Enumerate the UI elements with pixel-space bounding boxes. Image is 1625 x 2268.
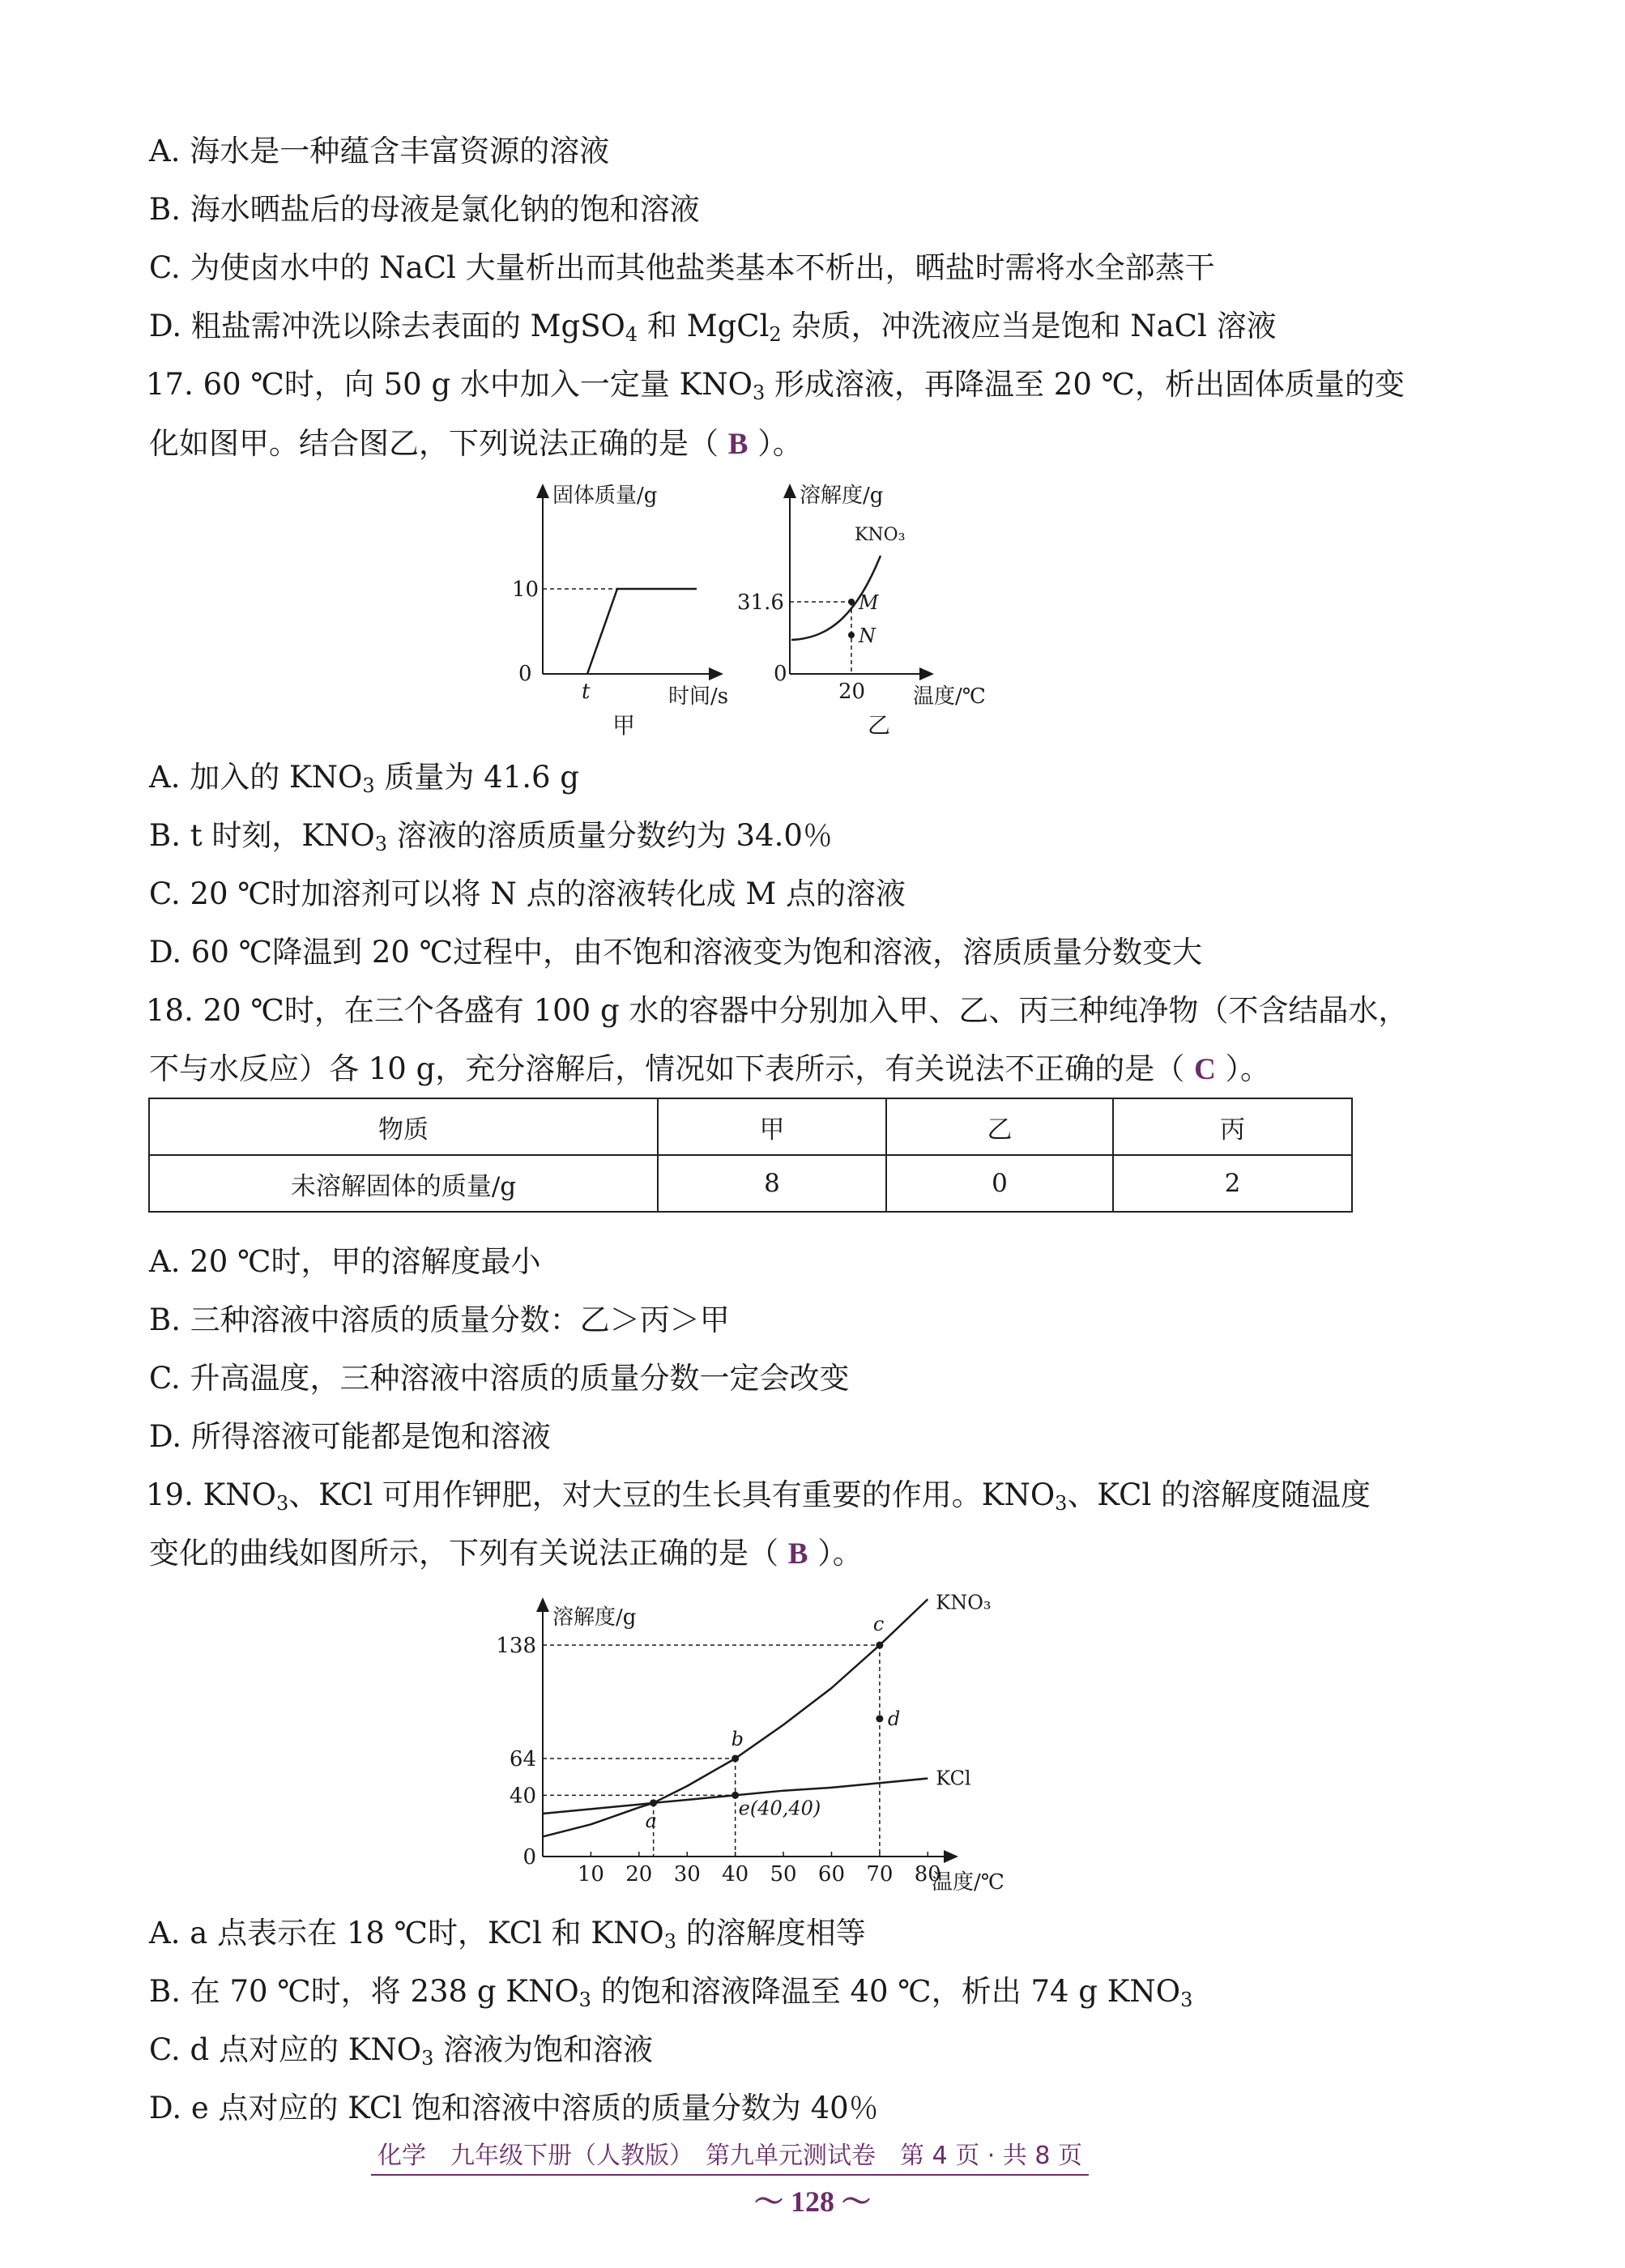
yi-point-m-label: M [859, 591, 879, 614]
sol-y-label: 溶解度/g [552, 1605, 637, 1630]
jia-x-tick-t: t [582, 680, 591, 704]
table-header-cell: 物质 [149, 1098, 658, 1155]
sol-x-tick-label: 30 [673, 1862, 701, 1886]
sol-point-label-d: d [887, 1707, 901, 1730]
yi-series-label: KNO₃ [855, 525, 906, 545]
table-cell: 8 [658, 1155, 886, 1212]
q19-stem-line2: 变化的曲线如图所示，下列有关说法正确的是（ B ）。 [149, 1536, 863, 1571]
sol-x-tick-label: 80 [914, 1862, 941, 1886]
page-footer: 化学 九年级下册（人教版） 第九单元测试卷 第 4 页 · 共 8 页 [371, 2135, 1089, 2176]
table-cell: 未溶解固体的质量/g [149, 1155, 658, 1212]
yi-x-tick-20: 20 [838, 680, 866, 704]
jia-title: 甲 [612, 712, 636, 739]
table-header-cell: 甲 [658, 1098, 886, 1155]
sol-point-c [876, 1642, 883, 1649]
q17-option-c: C. 20 ℃时加溶剂可以将 N 点的溶液转化成 M 点的溶液 [149, 876, 906, 911]
sol-x-tick-label: 50 [770, 1862, 797, 1886]
q19-option-c: C. d 点对应的 $KNO_3$ 溶液为饱和溶液 [149, 2032, 654, 2070]
table-header-cell: 乙 [886, 1098, 1113, 1155]
q19-stem-line1: 19. $KNO_3$、KCl 可用作钾肥，对大豆的生长具有重要的作用。$KNO_3$、KCl 的溶解度随温度 [146, 1477, 1371, 1515]
q19-answer: B [787, 1537, 808, 1571]
q17-option-d: D. 60 ℃降温到 20 ℃过程中，由不饱和溶液变为饱和溶液，溶质质量分数变大 [149, 935, 1203, 970]
yi-title: 乙 [867, 712, 891, 739]
sol-x-tick-label: 40 [722, 1862, 749, 1886]
page-number: ～ 128 ～ [753, 2185, 871, 2218]
sol-point-d [876, 1715, 883, 1722]
sol-point-b [731, 1754, 739, 1762]
sol-x-tick-label: 70 [866, 1862, 894, 1886]
sol-series-label-kcl: KCl [936, 1767, 971, 1790]
yi-y-label: 溶解度/g [800, 484, 884, 508]
sol-x-tick-label: 10 [577, 1862, 604, 1886]
q19-option-d: D. e 点对应的 KCl 饱和溶液中溶质的质量分数为 40％ [149, 2091, 879, 2125]
q16-option-a: A. 海水是一种蕴含丰富资源的溶液 [149, 134, 610, 168]
yi-point-n [848, 632, 855, 638]
chart-yi [733, 478, 1000, 745]
jia-y-label: 固体质量/g [552, 484, 658, 508]
sol-x-tick-label: 20 [625, 1862, 653, 1886]
q18-option-a: A. 20 ℃时，甲的溶解度最小 [149, 1244, 541, 1279]
sol-x-label: 温度/℃ [932, 1870, 1004, 1895]
q17-stem-line2: 化如图甲。结合图乙，下列说法正确的是（ B ）。 [149, 426, 803, 461]
q17-stem-line1: 17. 60 ℃时，向 50 g 水中加入一定量 $KNO_3$ 形成溶液，再降温至 20 ℃，析出固体质量的变 [146, 367, 1405, 404]
jia-series-line [587, 589, 697, 674]
sol-y-tick-label: 40 [509, 1784, 536, 1809]
q16-option-c: C. 为使卤水中的 NaCl 大量析出而其他盐类基本不析出，晒盐时需将水全部蒸干 [149, 250, 1215, 285]
q18-option-b: B. 三种溶液中溶质的质量分数：乙＞丙＞甲 [149, 1302, 730, 1337]
q18-option-c: C. 升高温度，三种溶液中溶质的质量分数一定会改变 [149, 1361, 850, 1396]
table-cell: 0 [886, 1155, 1113, 1212]
q18-answer: C [1194, 1053, 1216, 1086]
sol-series-label-kno3: KNO₃ [936, 1591, 992, 1614]
table-row [149, 1155, 1352, 1212]
q16-option-b: B. 海水晒盐后的母液是氯化钠的饱和溶液 [149, 192, 700, 227]
yi-point-m [848, 599, 855, 605]
q17-option-a: A. 加入的 $KNO_3$ 质量为 41.6 g [149, 760, 579, 797]
q17-answer: B [727, 428, 749, 461]
chart-jia [502, 478, 745, 745]
table-cell: 2 [1113, 1155, 1352, 1212]
sol-point-label-a: a [645, 1809, 657, 1832]
q17-option-b: B. t 时刻，$KNO_3$ 溶液的溶质质量分数约为 34.0％ [149, 818, 833, 855]
q18-stem-line2: 不与水反应）各 10 g，充分溶解后，情况如下表所示，有关说法不正确的是（ C ）。 [149, 1051, 1271, 1086]
q18-stem-line1: 18. 20 ℃时，在三个各盛有 100 g 水的容器中分别加入甲、乙、丙三种纯净物（不含结晶水， [146, 993, 1409, 1028]
table-header-row [149, 1098, 1352, 1155]
sol-point-label-c: c [872, 1613, 885, 1636]
sol-point-label-e: e(40,40) [738, 1797, 821, 1820]
yi-x-label: 温度/℃ [913, 684, 986, 709]
jia-x-label: 时间/s [668, 684, 729, 709]
q19-option-b: B. 在 70 ℃时，将 238 g $KNO_3$ 的饱和溶液降温至 40 ℃，析出 74 g $KNO_3$ [149, 1974, 1193, 2011]
q18-table [148, 1098, 1353, 1213]
table-header-cell: 丙 [1113, 1098, 1352, 1155]
sol-point-a [650, 1799, 657, 1806]
yi-origin: 0 [774, 662, 787, 686]
yi-point-n-label: N [859, 625, 876, 647]
sol-y-tick-label: 64 [509, 1746, 536, 1771]
sol-x-tick-label: 60 [817, 1862, 846, 1886]
q19-option-a: A. a 点表示在 18 ℃时，KCl 和 $KNO_3$ 的溶解度相等 [149, 1916, 866, 1953]
jia-y-tick-10: 10 [512, 578, 540, 602]
jia-origin: 0 [518, 662, 532, 686]
sol-y-tick-label: 0 [522, 1845, 536, 1869]
yi-y-tick-31.6: 31.6 [737, 590, 784, 615]
sol-series-kno3 [543, 1599, 928, 1836]
sol-y-tick-label: 138 [496, 1634, 536, 1659]
q18-option-d: D. 所得溶液可能都是饱和溶液 [149, 1419, 551, 1454]
chart-solubility [486, 1588, 1021, 1904]
q16-option-d: D. 粗盐需冲洗以除去表面的 MgSO$_4$ 和 MgCl$_2$ 杂质，冲洗液应当是饱和 NaCl 溶液 [149, 309, 1277, 346]
sol-point-label-b: b [731, 1727, 744, 1750]
